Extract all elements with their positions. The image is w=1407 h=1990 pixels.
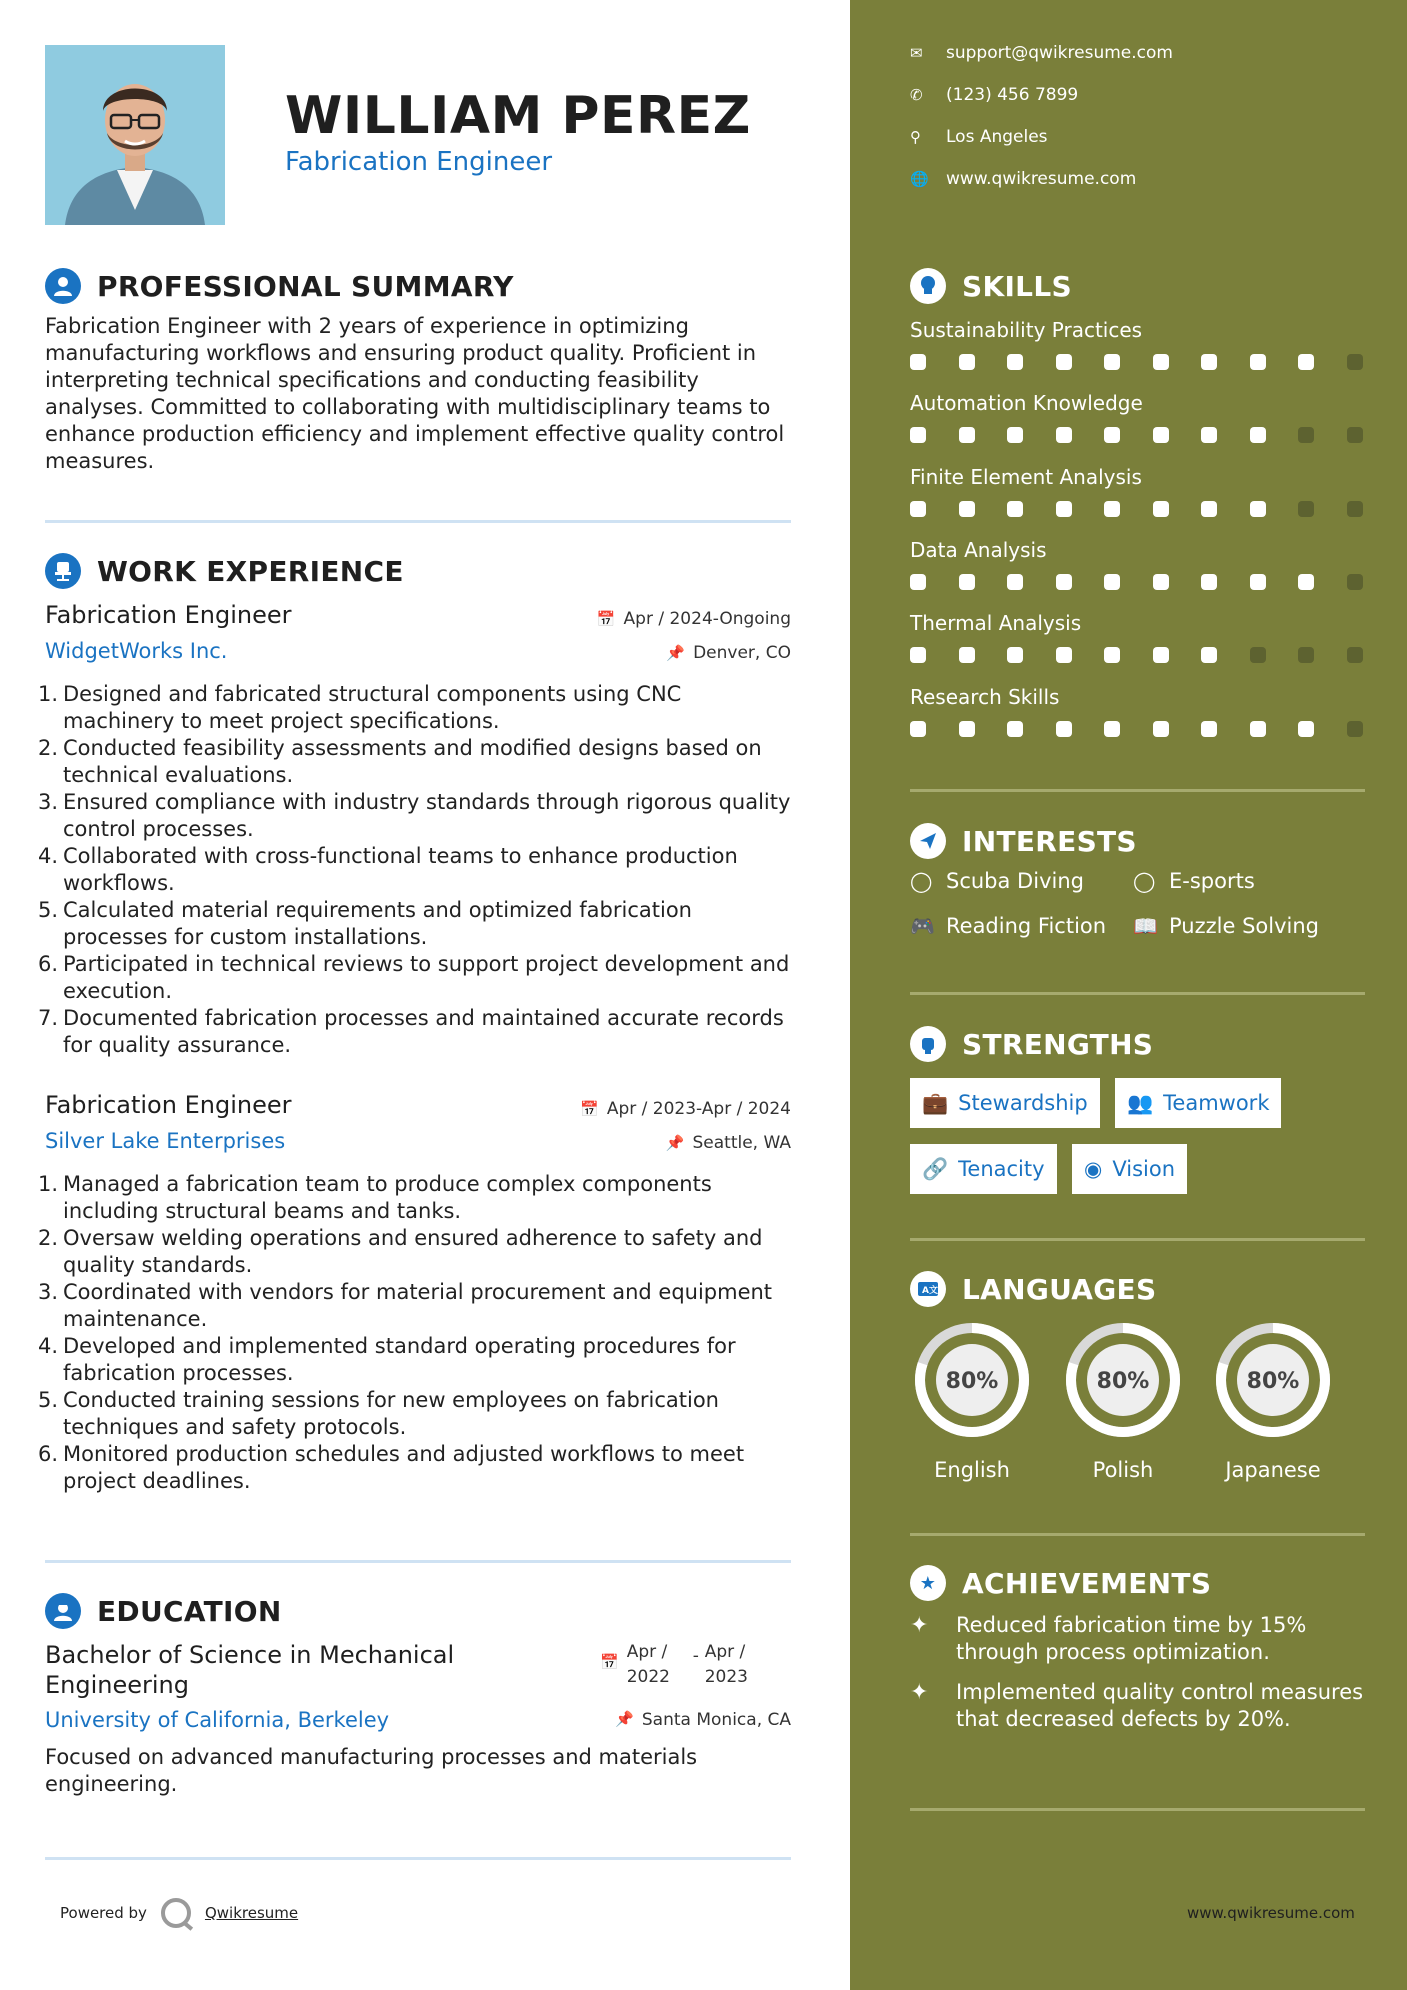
contact-email-text: support@qwikresume.com <box>946 43 1173 63</box>
language-name: Polish <box>1092 1458 1154 1482</box>
skill-dot <box>1347 354 1363 370</box>
skill-dot <box>1298 647 1314 663</box>
skill-dot <box>1153 501 1169 517</box>
achievements-heading <box>910 1565 1211 1601</box>
interest-item: 🎮 Reading Fiction <box>910 914 1107 938</box>
interest-item: ◯ E-sports <box>1133 869 1255 893</box>
users-icon: 👥 <box>1127 1090 1154 1115</box>
contact-location-text: Los Angeles <box>946 127 1048 147</box>
skill-dot <box>1104 354 1120 370</box>
skill-dot <box>1347 647 1363 663</box>
job-dates-text: Apr / 2023-Apr / 2024 <box>606 1099 791 1119</box>
job-location <box>666 1133 791 1153</box>
interest-item: ◯ Scuba Diving <box>910 869 1084 893</box>
skill-dot <box>1201 501 1217 517</box>
skill-dot <box>910 647 926 663</box>
skill-rating <box>910 721 1363 737</box>
skill-dot <box>1153 647 1169 663</box>
education-end-year: 2023 <box>704 1667 748 1687</box>
fist-icon <box>910 1026 946 1062</box>
powered-by-label: Powered by <box>60 1904 147 1922</box>
profile-photo <box>45 45 225 225</box>
candidate-name: WILLIAM PEREZ <box>285 86 751 146</box>
skill-dot <box>1104 501 1120 517</box>
achievements-title: ACHIEVEMENTS <box>962 1566 1212 1600</box>
skill-dot <box>1347 721 1363 737</box>
experience-heading <box>45 553 404 589</box>
skill-dot <box>959 427 975 443</box>
skill-dot <box>1250 354 1266 370</box>
list-item: 6. Participated in technical reviews to support project development and execution. <box>38 952 790 1003</box>
graduate-icon <box>45 1593 81 1629</box>
list-item: 5. Calculated material requirements and optimized fabrication processes for custom installations. <box>38 898 692 949</box>
section-divider <box>910 789 1365 792</box>
education-degree: Bachelor of Science in Mechanical Engineering <box>45 1641 455 1699</box>
job-dates <box>580 1099 791 1119</box>
skill-dot <box>1250 647 1266 663</box>
skill-dot <box>1007 427 1023 443</box>
skills-heading <box>910 268 1072 304</box>
job-dates <box>597 609 791 629</box>
skill-dot <box>1056 501 1072 517</box>
section-divider <box>910 992 1365 995</box>
pin-icon: 📌 <box>615 1710 634 1728</box>
list-item: 6. Monitored production schedules and adjusted workflows to meet project deadlines. <box>38 1442 745 1493</box>
skill-dot <box>910 721 926 737</box>
skills-title: SKILLS <box>962 269 1072 303</box>
skill-dot <box>1347 427 1363 443</box>
skill-dot <box>1007 354 1023 370</box>
language-percent: 80% <box>1246 1369 1300 1394</box>
list-item: 3. Coordinated with vendors for material procurement and equipment maintenance. <box>38 1280 773 1331</box>
svg-text:文: 文 <box>929 1286 939 1296</box>
skill-dot <box>1201 721 1217 737</box>
education-end-month: Apr / <box>704 1642 746 1662</box>
skill-dot <box>1298 721 1314 737</box>
skill-dot <box>910 427 926 443</box>
skill-dot <box>1056 354 1072 370</box>
contact-website[interactable] <box>910 169 1136 189</box>
job-bullets <box>38 681 798 1059</box>
skill-dot <box>910 574 926 590</box>
skill-dot <box>1104 721 1120 737</box>
contact-phone[interactable] <box>910 85 1078 105</box>
language-name: Japanese <box>1225 1458 1321 1482</box>
contact-location <box>910 127 1048 147</box>
language-percent: 80% <box>945 1369 999 1394</box>
job-location <box>666 643 791 663</box>
skill-name: Thermal Analysis <box>910 611 1082 635</box>
paper-plane-icon <box>910 823 946 859</box>
section-divider <box>910 1238 1365 1241</box>
education-heading <box>45 1593 282 1629</box>
list-item: 1. Managed a fabrication team to produce complex components including structural beams and tanks. <box>38 1172 712 1223</box>
skill-dot <box>910 501 926 517</box>
skill-rating <box>910 354 1363 370</box>
map-pin-icon: ⚲ <box>910 128 921 146</box>
education-start-month: Apr / <box>626 1642 668 1662</box>
office-chair-icon <box>45 553 81 589</box>
skill-dot <box>910 354 926 370</box>
education-location-text: Santa Monica, CA <box>641 1710 791 1730</box>
candidate-role: Fabrication Engineer <box>285 147 553 177</box>
language-item <box>1061 1318 1185 1482</box>
phone-icon: ✆ <box>910 86 923 104</box>
skill-dot <box>1250 721 1266 737</box>
job-company: Silver Lake Enterprises <box>45 1129 286 1153</box>
link-icon: 🔗 <box>922 1156 949 1181</box>
education-date-separator: - <box>692 1646 699 1666</box>
skill-rating <box>910 574 1363 590</box>
skill-dot <box>959 354 975 370</box>
star-icon: ✦ <box>910 1613 929 1638</box>
svg-text:A: A <box>922 1286 930 1296</box>
skill-name: Data Analysis <box>910 538 1047 562</box>
calendar-icon: 📅 <box>580 1100 599 1118</box>
star-badge-icon: ★ <box>910 1565 946 1601</box>
skill-dot <box>1056 427 1072 443</box>
skill-name: Sustainability Practices <box>910 318 1143 342</box>
star-icon: ✦ <box>910 1680 929 1705</box>
language-item <box>1211 1318 1335 1482</box>
gamepad-icon: 🎮 <box>910 914 935 938</box>
language-name: English <box>934 1458 1010 1482</box>
skill-dot <box>1007 574 1023 590</box>
achievement-item: ✦ Implemented quality control measures that decreased defects by 20%. <box>910 1680 1364 1731</box>
education-start-year: 2022 <box>626 1667 670 1687</box>
skill-name: Automation Knowledge <box>910 391 1143 415</box>
envelope-icon: ✉ <box>910 44 923 62</box>
footer-website[interactable]: www.qwikresume.com <box>1187 1904 1355 1922</box>
skill-dot <box>1250 427 1266 443</box>
globe-icon: 🌐 <box>910 170 929 188</box>
section-divider <box>45 520 791 523</box>
skill-dot <box>959 647 975 663</box>
skill-dot <box>1104 427 1120 443</box>
strengths-heading <box>910 1026 1153 1062</box>
summary-title: PROFESSIONAL SUMMARY <box>97 269 514 303</box>
section-divider <box>910 1808 1365 1811</box>
contact-phone-text: (123) 456 7899 <box>946 85 1079 105</box>
skill-dot <box>1007 647 1023 663</box>
list-item: 2. Conducted feasibility assessments and modified designs based on technical evaluations. <box>38 736 762 787</box>
skill-dot <box>1056 647 1072 663</box>
education-location <box>615 1710 791 1730</box>
experience-title: WORK EXPERIENCE <box>97 554 404 588</box>
skill-name: Research Skills <box>910 685 1060 709</box>
skill-dot <box>1250 574 1266 590</box>
list-item: 5. Conducted training sessions for new employees on fabrication techniques and safety protocols. <box>38 1388 719 1439</box>
interests-title: INTERESTS <box>962 824 1137 858</box>
skill-dot <box>1298 501 1314 517</box>
contact-email[interactable] <box>910 43 1173 63</box>
job-dates-text: Apr / 2024-Ongoing <box>623 609 791 629</box>
skill-dot <box>1007 501 1023 517</box>
job-title: Fabrication Engineer <box>45 1091 292 1119</box>
summary-heading <box>45 268 514 304</box>
education-description: Focused on advanced manufacturing processes and materials engineering. <box>45 1745 698 1796</box>
skill-dot <box>1347 501 1363 517</box>
job-company: WidgetWorks Inc. <box>45 639 228 663</box>
skill-dot <box>1153 574 1169 590</box>
skill-dot <box>1201 427 1217 443</box>
skill-dot <box>1056 721 1072 737</box>
languages-title: LANGUAGES <box>962 1272 1157 1306</box>
skill-dot <box>1201 647 1217 663</box>
languages-heading <box>910 1271 1156 1307</box>
skill-dot <box>1250 501 1266 517</box>
translate-icon <box>910 1271 946 1307</box>
sidebar <box>850 0 1407 1990</box>
skill-rating <box>910 647 1363 663</box>
calendar-icon: 📅 <box>600 1653 619 1671</box>
skill-dot <box>1104 574 1120 590</box>
education-school: University of California, Berkeley <box>45 1708 390 1732</box>
job-location-text: Denver, CO <box>693 643 791 663</box>
job-bullets <box>38 1171 798 1495</box>
list-item: 2. Oversaw welding operations and ensured adherence to safety and quality standards. <box>38 1226 763 1277</box>
brand-link[interactable]: Qwikresume <box>204 1904 299 1922</box>
summary-text: Fabrication Engineer with 2 years of experience in optimizing manufacturing workflows and ensuring product quality. Proficient in interpreting technical specifications and conducting feasibility analyses. Committed to collaborating with multidisciplinary teams to enhance production efficiency and implement effective quality control measures. <box>45 314 785 473</box>
book-icon: 📖 <box>1133 914 1158 938</box>
language-ring <box>1211 1318 1335 1442</box>
language-ring <box>910 1318 1034 1442</box>
section-divider <box>45 1857 791 1860</box>
skill-dot <box>1007 721 1023 737</box>
skill-dot <box>1347 574 1363 590</box>
skill-dot <box>1298 354 1314 370</box>
skill-rating <box>910 501 1363 517</box>
section-divider <box>910 1533 1365 1536</box>
lifebuoy-icon: ◯ <box>1133 869 1156 893</box>
powered-by <box>60 1898 298 1928</box>
strength-chip: 🔗 Tenacity <box>910 1144 1057 1194</box>
binoculars-icon: ◉ <box>1084 1157 1103 1181</box>
skill-dot <box>1153 427 1169 443</box>
contact-website-text: www.qwikresume.com <box>946 169 1137 189</box>
strengths-title: STRENGTHS <box>962 1027 1154 1061</box>
skill-dot <box>1298 574 1314 590</box>
strength-chip: 💼 Stewardship <box>910 1078 1100 1128</box>
language-item <box>910 1318 1034 1482</box>
language-percent: 80% <box>1096 1369 1150 1394</box>
list-item: 1. Designed and fabricated structural components using CNC machinery to meet project specifications. <box>38 682 682 733</box>
strength-chip: 👥 Teamwork <box>1115 1078 1281 1128</box>
language-ring <box>1061 1318 1185 1442</box>
list-item: 4. Developed and implemented standard operating procedures for fabrication processes. <box>38 1334 736 1385</box>
skill-dot <box>1298 427 1314 443</box>
calendar-icon: 📅 <box>596 610 616 628</box>
qwikresume-logo-icon <box>161 1898 191 1928</box>
list-item: 7. Documented fabrication processes and maintained accurate records for quality assurance. <box>38 1006 784 1057</box>
briefcase-icon: 💼 <box>922 1090 949 1115</box>
skill-name: Finite Element Analysis <box>910 465 1142 489</box>
skill-dot <box>959 574 975 590</box>
strength-chip: ◉ Vision <box>1072 1144 1187 1194</box>
skill-dot <box>1201 574 1217 590</box>
lightbulb-icon <box>910 268 946 304</box>
interest-item: 📖 Puzzle Solving <box>1133 914 1319 938</box>
skill-dot <box>1153 354 1169 370</box>
pin-icon: 📌 <box>665 1134 685 1152</box>
user-icon <box>45 268 81 304</box>
skill-rating <box>910 427 1363 443</box>
list-item: 3. Ensured compliance with industry standards through rigorous quality control processes. <box>38 790 791 841</box>
achievement-item: ✦ Reduced fabrication time by 15% through process optimization. <box>910 1613 1307 1664</box>
skill-dot <box>1056 574 1072 590</box>
education-title: EDUCATION <box>97 1594 282 1628</box>
skill-dot <box>959 721 975 737</box>
skill-dot <box>1201 354 1217 370</box>
job-title: Fabrication Engineer <box>45 601 292 629</box>
job-location-text: Seattle, WA <box>692 1133 791 1153</box>
list-item: 4. Collaborated with cross-functional teams to enhance production workflows. <box>38 844 738 895</box>
lifebuoy-icon: ◯ <box>910 869 933 893</box>
section-divider <box>45 1560 791 1563</box>
education-dates <box>600 1640 765 1690</box>
skill-dot <box>1153 721 1169 737</box>
pin-icon: 📌 <box>666 644 686 662</box>
interests-heading <box>910 823 1137 859</box>
skill-dot <box>959 501 975 517</box>
skill-dot <box>1104 647 1120 663</box>
